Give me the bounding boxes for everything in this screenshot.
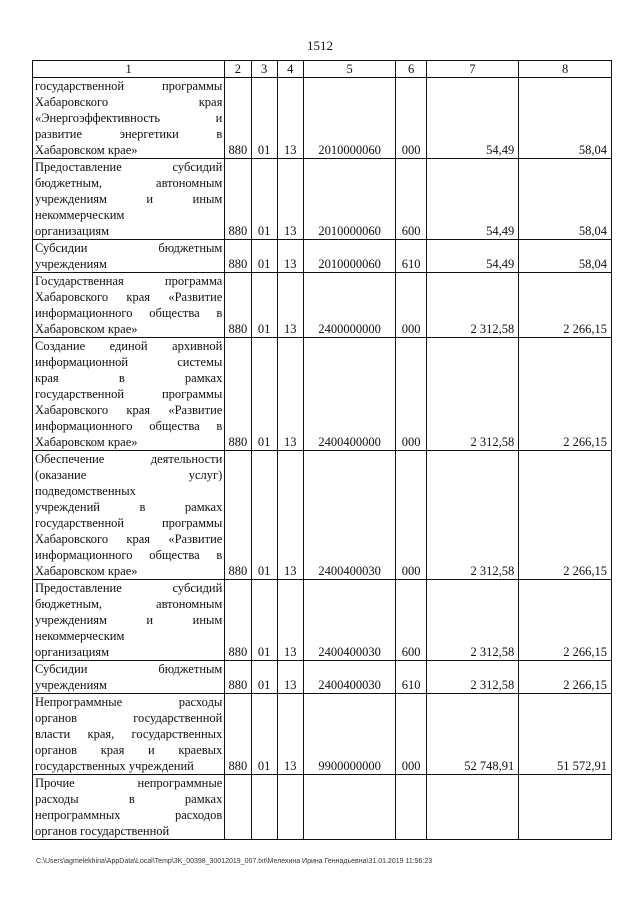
section-code-cell: 01 xyxy=(251,661,277,694)
amount-year2-cell: 51 572,91 xyxy=(519,694,612,775)
target-article-cell: 9900000000 xyxy=(303,694,396,775)
amount-year1-cell: 52 748,91 xyxy=(426,694,519,775)
table-row xyxy=(33,338,612,451)
target-article-cell: 2400400000 xyxy=(303,338,396,451)
amount-year2-cell: 2 266,15 xyxy=(519,273,612,338)
expense-name-line: органов государственной xyxy=(35,711,223,725)
subsection-code-cell: 13 xyxy=(277,580,303,661)
expense-name-line: (оказание услуг) xyxy=(35,468,223,482)
expense-name-line: Хабаровском крае» xyxy=(35,322,138,336)
amount-year1-cell: 2 312,58 xyxy=(426,451,519,580)
column-header: 1 xyxy=(33,61,225,78)
amount-year2-cell: 58,04 xyxy=(519,78,612,159)
expense-type-cell: 000 xyxy=(396,451,426,580)
expense-name-cell xyxy=(33,338,225,451)
expense-name-line: государственных учреждений xyxy=(35,759,194,773)
department-code-cell: 880 xyxy=(225,273,251,338)
section-code-cell xyxy=(251,775,277,840)
expense-name-cell xyxy=(33,240,225,273)
target-article-cell: 2400400030 xyxy=(303,451,396,580)
expense-name-line: Хабаровском крае» xyxy=(35,435,138,449)
subsection-code-cell: 13 xyxy=(277,273,303,338)
department-code-cell: 880 xyxy=(225,661,251,694)
table-row xyxy=(33,78,612,159)
expense-name-line: информационного общества в xyxy=(35,306,223,320)
expense-type-cell: 610 xyxy=(396,240,426,273)
expense-name-cell xyxy=(33,451,225,580)
table-row xyxy=(33,159,612,240)
expense-name-line: Хабаровского края «Развитие xyxy=(35,290,223,304)
column-header: 8 xyxy=(519,61,612,78)
amount-year2-cell xyxy=(519,775,612,840)
column-header: 3 xyxy=(251,61,277,78)
table-row xyxy=(33,273,612,338)
expense-name-line: Хабаровского края «Развитие xyxy=(35,403,223,417)
expense-name-line: Хабаровском крае» xyxy=(35,143,138,157)
expense-name-line: Субсидии бюджетным xyxy=(35,662,223,676)
table-row xyxy=(33,775,612,840)
expense-name-line: организациям xyxy=(35,224,110,238)
amount-year1-cell: 54,49 xyxy=(426,78,519,159)
target-article-cell: 2400000000 xyxy=(303,273,396,338)
table-row xyxy=(33,240,612,273)
expense-name-line: органов государственной xyxy=(35,824,170,838)
amount-year2-cell: 2 266,15 xyxy=(519,661,612,694)
column-header: 5 xyxy=(303,61,396,78)
department-code-cell: 880 xyxy=(225,240,251,273)
target-article-cell xyxy=(303,775,396,840)
department-code-cell: 880 xyxy=(225,78,251,159)
table-row xyxy=(33,580,612,661)
expense-name-cell xyxy=(33,159,225,240)
expense-name-line: учреждениям и иным xyxy=(35,192,223,206)
expense-name-cell xyxy=(33,580,225,661)
column-header: 4 xyxy=(277,61,303,78)
section-code-cell: 01 xyxy=(251,338,277,451)
target-article-cell: 2400400030 xyxy=(303,580,396,661)
subsection-code-cell: 13 xyxy=(277,159,303,240)
subsection-code-cell: 13 xyxy=(277,240,303,273)
amount-year2-cell: 58,04 xyxy=(519,240,612,273)
target-article-cell: 2010000060 xyxy=(303,159,396,240)
expense-name-line: информационного общества в xyxy=(35,419,223,433)
expense-name-line: Хабаровского края «Развитие xyxy=(35,532,223,546)
expense-name-line: Непрограммные расходы xyxy=(35,695,223,709)
expense-name-line: учреждениям и иным xyxy=(35,613,223,627)
expense-name-line: расходы в рамках xyxy=(35,792,223,806)
amount-year1-cell: 2 312,58 xyxy=(426,661,519,694)
column-header: 6 xyxy=(396,61,426,78)
expense-name-line: информационного общества в xyxy=(35,548,223,562)
expense-name-line: бюджетным, автономным xyxy=(35,176,223,190)
expense-name-line: власти края, государственных xyxy=(35,727,223,741)
expense-name-line: государственной программы xyxy=(35,387,223,401)
section-code-cell: 01 xyxy=(251,240,277,273)
column-header: 2 xyxy=(225,61,251,78)
amount-year1-cell: 54,49 xyxy=(426,159,519,240)
expense-name-line: организациям xyxy=(35,645,110,659)
department-code-cell: 880 xyxy=(225,694,251,775)
target-article-cell: 2400400030 xyxy=(303,661,396,694)
amount-year1-cell: 2 312,58 xyxy=(426,273,519,338)
amount-year2-cell: 2 266,15 xyxy=(519,451,612,580)
amount-year1-cell: 2 312,58 xyxy=(426,338,519,451)
department-code-cell: 880 xyxy=(225,580,251,661)
expense-name-line: «Энергоэффективность и xyxy=(35,111,223,125)
expense-type-cell: 000 xyxy=(396,78,426,159)
expense-name-line: государственной программы xyxy=(35,79,223,93)
expense-name-line: государственной программы xyxy=(35,516,223,530)
expense-name-cell xyxy=(33,78,225,159)
expense-name-line: Субсидии бюджетным xyxy=(35,241,223,255)
expense-name-line: края в рамках xyxy=(35,371,223,385)
expense-name-line: учреждениям xyxy=(35,678,107,692)
expense-name-line: развитие энергетики в xyxy=(35,127,223,141)
section-code-cell: 01 xyxy=(251,451,277,580)
section-code-cell: 01 xyxy=(251,78,277,159)
expense-name-line: информационной системы xyxy=(35,355,223,369)
expense-name-line: учреждений в рамках xyxy=(35,500,223,514)
target-article-cell: 2010000060 xyxy=(303,78,396,159)
expense-type-cell: 610 xyxy=(396,661,426,694)
expense-name-cell xyxy=(33,775,225,840)
subsection-code-cell: 13 xyxy=(277,661,303,694)
subsection-code-cell: 13 xyxy=(277,694,303,775)
department-code-cell xyxy=(225,775,251,840)
expense-name-line: Прочие непрограммные xyxy=(35,776,223,790)
expense-name-line: Создание единой архивной xyxy=(35,339,223,353)
table-body xyxy=(33,61,612,840)
subsection-code-cell xyxy=(277,775,303,840)
subsection-code-cell: 13 xyxy=(277,338,303,451)
table-row xyxy=(33,694,612,775)
budget-table xyxy=(32,60,612,840)
expense-type-cell: 000 xyxy=(396,273,426,338)
section-code-cell: 01 xyxy=(251,694,277,775)
target-article-cell: 2010000060 xyxy=(303,240,396,273)
department-code-cell: 880 xyxy=(225,159,251,240)
amount-year2-cell: 58,04 xyxy=(519,159,612,240)
table-row xyxy=(33,661,612,694)
section-code-cell: 01 xyxy=(251,273,277,338)
expense-name-line: Предоставление субсидий xyxy=(35,160,223,174)
expense-type-cell: 000 xyxy=(396,694,426,775)
expense-name-line: Государственная программа xyxy=(35,274,223,288)
expense-type-cell: 600 xyxy=(396,580,426,661)
expense-name-line: некоммерческим xyxy=(35,629,125,643)
expense-name-line: подведомственных xyxy=(35,484,136,498)
amount-year1-cell xyxy=(426,775,519,840)
amount-year2-cell: 2 266,15 xyxy=(519,338,612,451)
table-row xyxy=(33,451,612,580)
expense-name-cell xyxy=(33,661,225,694)
department-code-cell: 880 xyxy=(225,338,251,451)
department-code-cell: 880 xyxy=(225,451,251,580)
section-code-cell: 01 xyxy=(251,580,277,661)
amount-year1-cell: 54,49 xyxy=(426,240,519,273)
subsection-code-cell: 13 xyxy=(277,78,303,159)
expense-name-line: учреждениям xyxy=(35,257,107,271)
expense-name-line: Обеспечение деятельности xyxy=(35,452,223,466)
page-number: 1512 xyxy=(307,38,333,53)
expense-type-cell xyxy=(396,775,426,840)
expense-name-cell xyxy=(33,273,225,338)
expense-type-cell: 600 xyxy=(396,159,426,240)
amount-year2-cell: 2 266,15 xyxy=(519,580,612,661)
expense-name-line: Хабаровском крае» xyxy=(35,564,138,578)
expense-name-line: бюджетным, автономным xyxy=(35,597,223,611)
expense-name-cell xyxy=(33,694,225,775)
amount-year1-cell: 2 312,58 xyxy=(426,580,519,661)
subsection-code-cell: 13 xyxy=(277,451,303,580)
expense-name-line: органов края и краевых xyxy=(35,743,223,757)
section-code-cell: 01 xyxy=(251,159,277,240)
expense-name-line: Предоставление субсидий xyxy=(35,581,223,595)
expense-name-line: Хабаровского края xyxy=(35,95,223,109)
file-path-footer: C:\Users\agmelekhina\AppData\Local\Temp\3K_00398_30012019_007.txt\Мелехина Ирина Геннадьевна\31.01.2019 11:56:23 xyxy=(36,858,433,865)
expense-type-cell: 000 xyxy=(396,338,426,451)
header-row xyxy=(33,61,612,78)
expense-name-line: некоммерческим xyxy=(35,208,125,222)
expense-name-line: непрограммных расходов xyxy=(35,808,223,822)
column-header: 7 xyxy=(426,61,519,78)
